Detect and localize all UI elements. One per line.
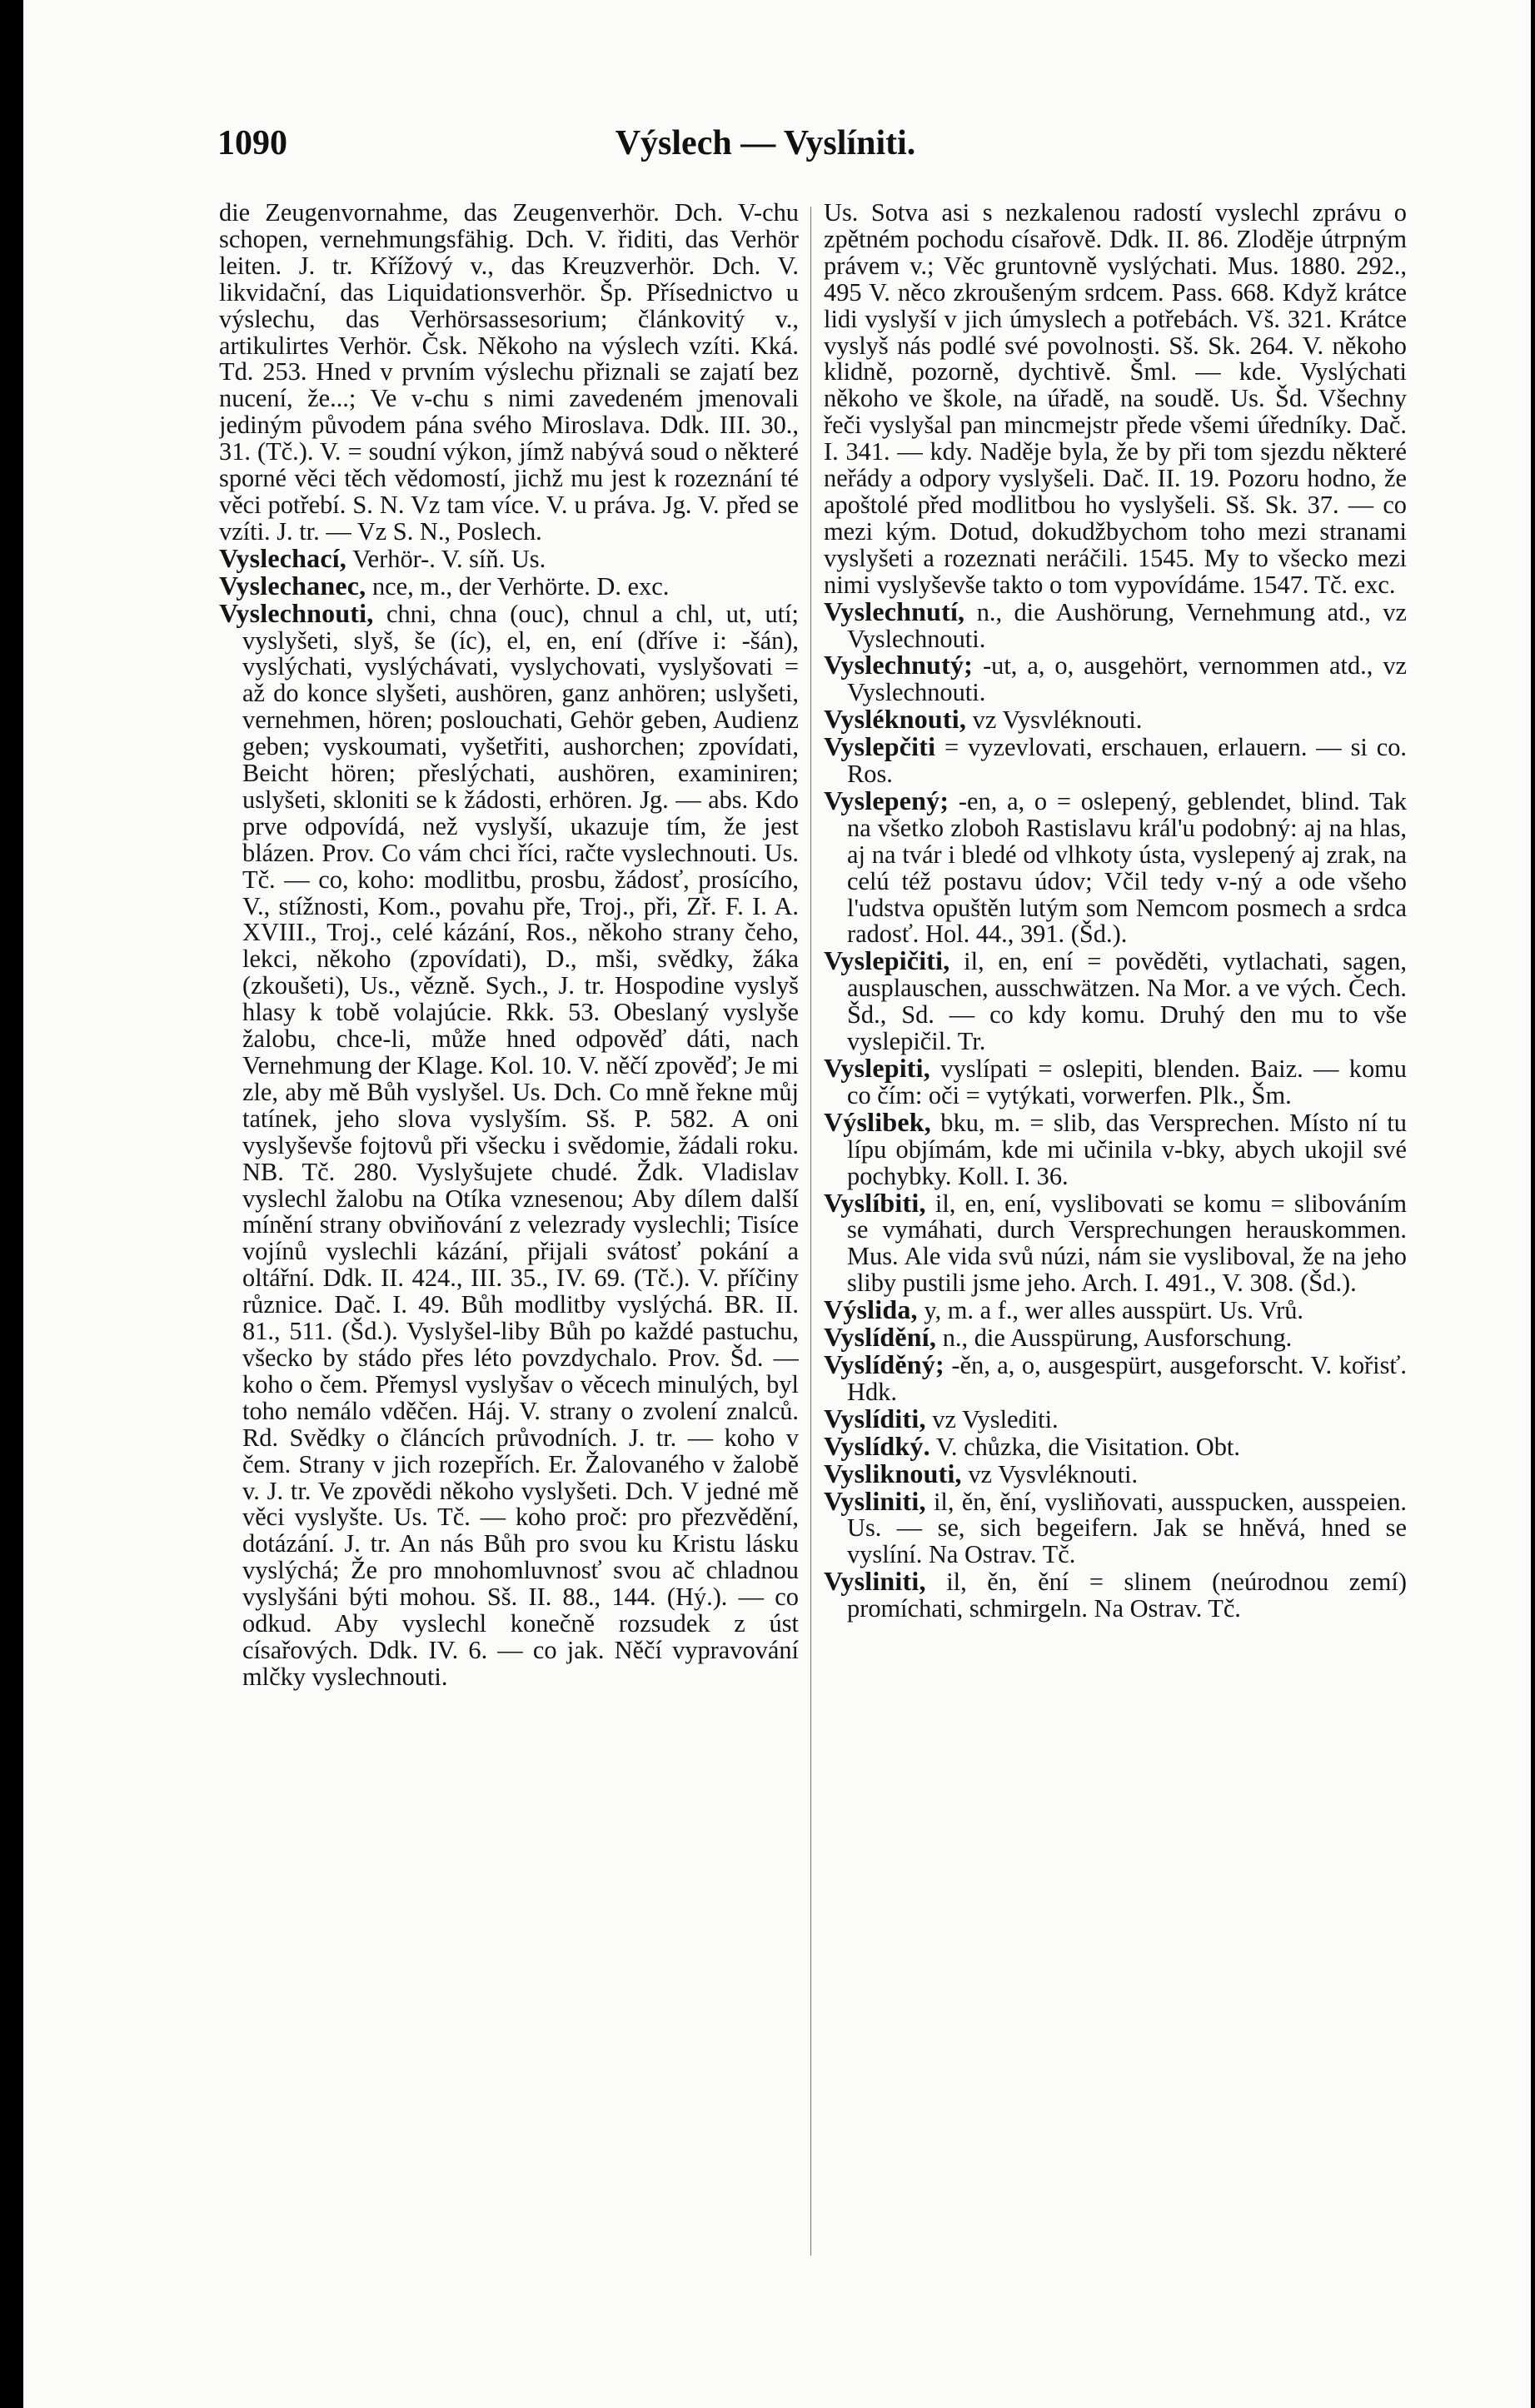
entry-text: = vyzevlovati, erschauen, erlauern. — si co. Ros. (847, 733, 1407, 789)
dictionary-entry (219, 542, 799, 573)
entry-text: vz Vysvléknouti. (972, 705, 1143, 735)
dictionary-entry (824, 1055, 1407, 1109)
entry-headword: Vyslechnouti, (219, 597, 374, 628)
column-divider (810, 207, 811, 2256)
entry-headword: Vyslídký. (824, 1430, 930, 1461)
entry-headword: Vyslechací, (219, 542, 347, 573)
dictionary-entry (219, 597, 799, 1691)
entry-continuation (219, 200, 799, 546)
entry-text: Us. Sotva asi s nezkalenou radostí vyslechl zprávu o zpětném pochodu císařově. Ddk. II. 86. Zloděje útrpným právem v.; Věc gruntovně vyslýchati. Mus. 1880. 292., 495 V. něco zkroušeným srdcem. Pass. 668. Když krátce lidi vyslyší v jich úmyslech a potřebách. Vš. 321. Krátce vyslyš nás podlé své povolnosti. Sš. Sk. 264. V. někoho klidně, pozorně, dychtivě. Šml. — kde. Vyslýchati někoho ve škole, na úřadě, na soudě. Us. Šd. Všechny řeči vyslyšal pan mincmejstr přede všemi úředníky. Dač. I. 341. — kdy. Naděje byla, že by při tom sjezdu některé neřády a odpory vyslyšeli. Dač. II. 19. Pozoru hodno, že apoštolé před modlitbou ho vyslyšeli. Sš. Sk. 37. — co mezi kým. Dotud, dokudžbychom toho mezi stranami vyslyšeti a rozeznati neráčili. 1545. My to všecko mezi nimi vyslyševše takto o tom vypovídáme. 1547. Tč. exc. (824, 200, 1407, 599)
entry-text: il, en, ení = pověděti, vytlachati, sagen, ausplauschen, ausschwätzen. Na Mor. a ve vých. Čech. Šd., Sd. — co kdy komu. Druhý den mu to vše vyslepičil. Tr. (847, 947, 1407, 1056)
dictionary-entry (824, 1430, 1407, 1461)
dictionary-entry (824, 1485, 1407, 1569)
entry-continuation (824, 200, 1407, 599)
running-title: Výslech — Vyslíniti. (615, 124, 916, 162)
dictionary-entry (219, 570, 799, 601)
entry-headword: Vyslechanec, (219, 570, 366, 601)
entry-text: -en, a, o = oslepený, geblendet, blind. Tak na všetko zloboh Rastislavu král'u podobný: aj na hlas, aj na tvár i bledé od vlhkoty ústa, vyslepený aj zrak, na celú též postavu údov; Včil tedy v-ný a ode všeho l'udstva opuštěn lutým som Nemcom posmech a srdca radosť. Hol. 44., 391. (Šd.). (847, 786, 1407, 949)
entry-headword: Výslida, (824, 1294, 918, 1325)
entry-headword: Vyslepiti, (824, 1053, 930, 1083)
dictionary-entry (824, 706, 1407, 734)
dictionary-entry (824, 731, 1407, 789)
entry-text: y, m. a f., wer alles ausspürt. Us. Vrů. (924, 1296, 1303, 1325)
entry-headword: Vyslepčiti (824, 731, 936, 762)
entry-text: vyslípati = oslepiti, blenden. Baiz. — komu co čím: oči = vytýkati, vorwerfen. Plk., Šm. (847, 1054, 1407, 1109)
dictionary-entry (824, 652, 1407, 706)
dictionary-entry (824, 945, 1407, 1056)
entry-headword: Vysliniti, (824, 1566, 926, 1597)
entry-headword: Vyslepený; (824, 785, 949, 815)
entry-headword: Vyslepičiti, (824, 945, 950, 976)
entry-text: die Zeugenvornahme, das Zeugenverhör. Dch. V-chu schopen, vernehmungsfähig. Dch. V. řiditi, das Verhör leiten. J. tr. Křížový v., das Kreuzverhör. Dch. V. likvidační, das Liquidationsverhör. Šp. Přísednictvo u výslechu, das Verhörsassesorium; článkovitý v., artikulirtes Verhör. Čsk. Někoho na výslech vzíti. Kká. Td. 253. Hned v prvním výslechu přiznali se zajatí bez nucení, že...; Ve v-chu s nimi zavedeném jmenovali jediným původem pána svého Miroslava. Ddk. III. 30., 31. (Tč.). V. = soudní výkon, jímž nabývá soud o některé sporné věci těch vědomostí, jichž mu jest k rozeznání té věci potřebí. S. N. Vz tam více. V. u práva. Jg. V. před se vzíti. J. tr. — Vz S. N., Poslech. (219, 200, 799, 546)
left-column (219, 200, 799, 2257)
dictionary-entry (824, 1294, 1407, 1325)
entry-headword: Vysliknouti, (824, 1458, 962, 1488)
entry-text: il, ěn, ění = slinem (neúrodnou zemí) promíchati, schmirgeln. Na Ostrav. Tč. (847, 1568, 1407, 1623)
entry-headword: Vyslíditi, (824, 1403, 926, 1433)
entry-text: vz Vysvléknouti. (968, 1459, 1139, 1488)
entry-headword: Vyslídění, (824, 1322, 937, 1353)
entry-text: il, en, ení, vyslibovati se komu = slibováním se vymáhati, durch Versprechungen herauskommen. Mus. Ale vida svů núzi, nám sie vysliboval, že na jeho sliby pustili jsme jeho. Arch. I. 491., V. 308. (Šd.). (847, 1189, 1407, 1298)
page-number: 1090 (217, 124, 287, 162)
entry-text: vz Vyslediti. (932, 1404, 1059, 1433)
right-column (824, 200, 1407, 2257)
dictionary-entry (824, 1568, 1407, 1623)
entry-text: V. chůzka, die Visitation. Obt. (935, 1432, 1240, 1461)
entry-text: Verhör-. V. síň. Us. (352, 544, 546, 573)
dictionary-entry (824, 1349, 1407, 1406)
entry-text: -ut, a, o, ausgehört, vernommen atd., vz Vyslechnouti. (847, 651, 1407, 707)
dictionary-entry (824, 1187, 1407, 1298)
entry-headword: Vyslíbiti, (824, 1187, 926, 1218)
entry-text: nce, m., der Verhörte. D. exc. (371, 571, 670, 601)
dictionary-entry (824, 1106, 1407, 1190)
entry-headword: Výslibek, (824, 1106, 931, 1137)
entry-text: il, ěn, ění, vysliňovati, ausspucken, ausspeien. Us. — se, sich begeifern. Jak se hněvá, hned se vyslíní. Na Ostrav. Tč. (847, 1487, 1407, 1569)
entry-text: chni, chna (ouc), chnul a chl, ut, utí; vyslyšeti, slyš, še (íc), el, en, ení (dříve i: -šán), vyslýchati, vyslýchávati, vyslychovati, vyslyšovati = až do konce slyšeti, aushören, ganz anhören; uslyšeti, vernehmen, hören; poslouchati, Gehör geben, Audienz geben; vyskoumati, vyšetřiti, aushorchen; zpovídati, Beicht hören; přeslýchati, aushören, examiniren; uslyšeti, skloniti se k žádosti, erhören. Jg. — abs. Kdo prve odpovídá, než vyslyší, ukazuje tím, že jest blázen. Prov. Co vám chci říci, račte vyslechnouti. Us. Tč. — co, koho: modlitbu, prosbu, žádosť, prosícího, V., stížnosti, Kom., povahu pře, Troj., při, Zř. F. I. A. XVIII., Troj., celé kázání, Ros., někoho strany čeho, lekci, někoho (zpovídati), D., mši, svědky, žáka (zkoušeti), Us., vězně. Sych., J. tr. Hospodine vyslyš hlasy k tobě volajúcie. Rkk. 53. Obeslaný vyslyše žalobu, chce-li, může hned odpověď dáti, nach Vernehmung der Klage. Kol. 10. V. něčí zpověď; Je mi zle, aby mě Bůh vyslyšel. Us. Dch. Co mně řekne můj tatínek, jeho slova vyslyším. Sš. P. 582. A oni vyslyševše fojtovů při všecku i svědomie, žádali roku. NB. Tč. 280. Vyslyšujete chudé. Ždk. Vladislav vyslechl žalobu na Otíka vznesenou; Aby dílem další mínění strany obviňování z velezrady vyslechli; Tisíce vojínů vyslechli kázání, přijali svátosť pokání a oltářní. Ddk. II. 424., III. 35., IV. 69. (Tč.). V. příčiny různice. Dač. I. 49. Bůh modlitby vyslýchá. BR. II. 81., 511. (Šd.). Vyslyšel-liby Bůh po každé pastuchu, všecko by stádo přes léto povzdychalo. Prov. Šd. — koho o čem. Přemysl vyslyšav o věcech minulých, byl toho nemálo vděčen. Háj. V. strany o zvolení znalců. Rd. Svědky o článcích průvodních. J. tr. — koho v čem. Strany v jich rozepřích. Er. Žalovaného v žalobě v. J. tr. Ve zpovědi někoho vyslyšeti. Dch. V jedné mě věci vyslyšte. Us. Tč. — koho proč: pro přezvědění, dotázání. J. tr. An nás Bůh pro svou ku Kristu lásku vyslýchá; Že pro mnohomluvnosť svou ač chladnou vyslyšáni býti mohou. Sš. II. 88., 144. (Hý.). — co odkud. Aby vyslechl konečně rozsudek z úst císařových. Ddk. IV. 6. — co jak. Něčí vypravování mlčky vyslechnouti. (242, 599, 799, 1691)
entry-headword: Vyslechnutý; (824, 650, 974, 681)
dictionary-entry (824, 596, 1407, 653)
entry-text: n., die Aushörung, Vernehmung atd., vz Vyslechnouti. (847, 597, 1407, 653)
dictionary-entry (824, 1324, 1407, 1352)
entry-text: -ěn, a, o, ausgespürt, ausgeforscht. V. kořisť. Hdk. (847, 1350, 1407, 1406)
dictionary-entry (824, 1403, 1407, 1433)
page-header (217, 123, 1313, 173)
dictionary-entry (824, 1458, 1407, 1488)
dictionary-entry (824, 785, 1407, 949)
entry-text: n., die Ausspürung, Ausforschung. (942, 1324, 1293, 1353)
entry-headword: Vysléknouti, (824, 704, 967, 735)
entry-headword: Vyslechnutí, (824, 596, 965, 626)
entry-headword: Vyslíděný; (824, 1349, 944, 1379)
entry-text: bku, m. = slib, das Versprechen. Místo ní tu lípu objímám, kde mi učinila v-bky, abych ukojil své pochybky. Koll. I. 36. (847, 1108, 1407, 1190)
entry-headword: Vysliniti, (824, 1485, 926, 1516)
